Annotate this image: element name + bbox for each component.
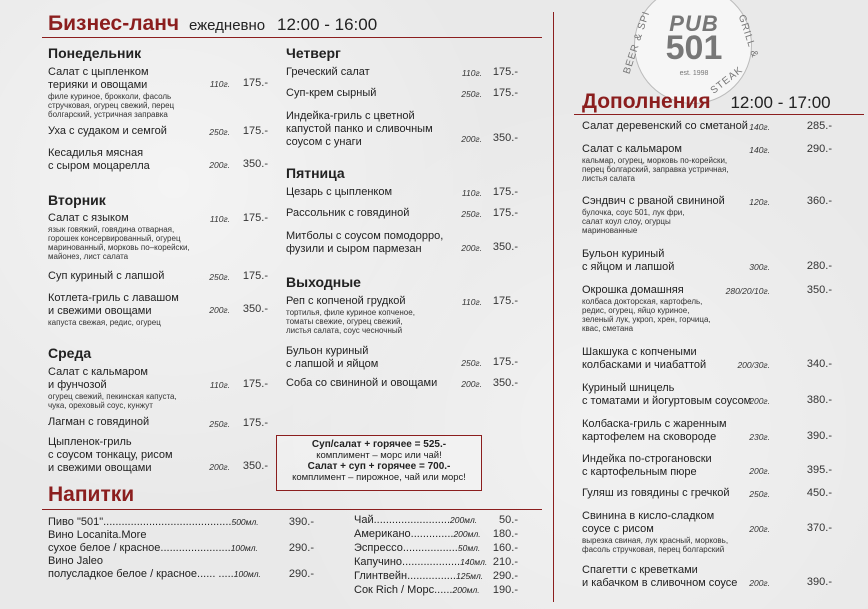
item-weight: 140г. (749, 122, 770, 132)
drink-text: Вино Jaleo (48, 555, 104, 567)
item-name: Реп с копченой грудкой (286, 295, 406, 307)
item-name: Салат с языком (48, 212, 129, 224)
wednesday-title: Среда (48, 345, 92, 361)
item-price: 285.- (806, 120, 832, 132)
item-price: 175.- (492, 87, 518, 99)
drink-price: 210.- (492, 556, 518, 568)
item-name: Сэндвич с рваной свининой (582, 195, 725, 207)
item-price: 175.- (492, 66, 518, 78)
item-price: 175.- (492, 356, 518, 368)
item-price: 175.- (242, 77, 268, 89)
item-weight: 280/20/10г. (725, 286, 770, 296)
drink-vol: 200мл. (450, 515, 478, 525)
item-price: 350.- (806, 284, 832, 296)
item-desc: филе куриное, брокколи, фасоль стручковая, огурец свежий, перец болгарский, устричная заправка (48, 92, 175, 119)
item-price: 350.- (492, 132, 518, 144)
drink-text: полусладкое белое / красное...... ..... (48, 568, 234, 580)
thursday-item-1 (286, 66, 456, 79)
item-desc: вырезка свиная, лук красный, морковь, фасоль стручковая, перец болгарский (582, 536, 729, 554)
drink-text: Вино Locanita.More (48, 529, 147, 541)
item-weight: 200г. (461, 243, 482, 253)
item-desc: капуста свежая, редис, огурец (48, 318, 161, 327)
item-weight: 110г. (461, 297, 482, 307)
item-name: Рассольник с говядиной (286, 207, 410, 219)
friday-item-2 (286, 207, 456, 220)
drink-price: 50.- (499, 514, 518, 526)
drink-price: 180.- (492, 528, 518, 540)
promo-line-3: Салат + суп + горячее = 700.- (307, 461, 451, 472)
item-weight: 200г. (461, 134, 482, 144)
item-weight: 250г. (749, 489, 770, 499)
item-name: Цезарь с цыпленком (286, 186, 393, 198)
item-name: Лагман с говядиной (48, 416, 150, 428)
item-weight: 250г. (461, 358, 482, 368)
item-weight: 200г. (461, 379, 482, 389)
item-weight: 200г. (749, 524, 770, 534)
item-price: 175.- (242, 417, 268, 429)
item-weight: 230г. (749, 432, 770, 442)
item-price: 340.- (806, 358, 832, 370)
monday-title: Понедельник (48, 45, 142, 61)
drink-text: Американо.............. (354, 528, 454, 540)
drink-price: 160.- (492, 542, 518, 554)
drink-price: 190.- (492, 584, 518, 596)
logo-ring-right: GRILL & (735, 13, 761, 60)
item-weight: 200г. (749, 466, 770, 476)
drink-vol: 100мл. (233, 569, 261, 579)
item-desc: кальмар, огурец, морковь по-корейски, перец болгарский, заправка устричная, листья салата (582, 156, 729, 183)
item-name: Соба со свининой и овощами (286, 377, 438, 389)
combo-promo-box (276, 435, 482, 491)
item-weight: 110г. (461, 188, 482, 198)
drink-right-6 (354, 584, 480, 597)
wednesday-item-1 (48, 366, 218, 410)
item-name: Цыпленок-гриль с соусом тонкацу, рисом и свежими овощами (48, 436, 173, 474)
item-price: 390.- (806, 576, 832, 588)
promo-line-1: Суп/салат + горячее = 525.- (311, 439, 447, 450)
additions-title-text: Дополнения (582, 90, 711, 113)
item-price: 350.- (492, 377, 518, 389)
tuesday-item-2 (48, 270, 218, 283)
item-weight: 120г. (749, 197, 770, 207)
thursday-item-3 (286, 110, 461, 149)
item-desc: язык говяжий, говядина отварная, горошек консервированный, огурец маринованный, морковь по–корейски, майонез, лист салата (48, 225, 190, 261)
tuesday-item-3 (48, 292, 218, 327)
item-weight: 300г. (749, 262, 770, 272)
item-name: Уха с судаком и семгой (48, 125, 167, 137)
item-name: Салат с кальмаром (582, 143, 682, 155)
drink-text: Сок Rich / Морс...... (354, 584, 453, 596)
additions-time: 12:00 - 17:00 (730, 93, 831, 112)
drink-right-4 (354, 556, 487, 569)
drink-right-5 (354, 570, 483, 583)
drink-vol: 125мл. (455, 571, 484, 581)
item-name: Шакшука с копчеными колбасками и чиабаттой (582, 346, 707, 371)
promo-line-4: комплимент – пирожное, чай или морс! (292, 472, 466, 483)
item-weight: 250г. (209, 419, 230, 429)
thursday-title: Четверг (286, 45, 341, 61)
drink-left-2 (48, 529, 146, 542)
item-weight: 140г. (749, 145, 770, 155)
item-desc: булочка, соус 501, лук фри, салат коул слоу, огурцы маринованные (582, 208, 685, 235)
item-name: Салат деревенский со сметаной (582, 120, 748, 132)
drink-text: Пиво "501".......................................... (48, 516, 232, 528)
item-name: Греческий салат (286, 66, 370, 78)
business-lunch-schedule: ежедневно (188, 17, 266, 34)
item-name: Окрошка домашняя (582, 284, 684, 296)
friday-item-1 (286, 186, 456, 199)
additions-rule (574, 114, 864, 115)
item-weight: 200/30г. (737, 360, 770, 370)
logo-ring-bottom: STEAK (708, 64, 746, 97)
item-price: 370.- (806, 522, 832, 534)
item-weight: 110г. (461, 68, 482, 78)
item-weight: 110г. (209, 380, 230, 390)
weekend-title: Выходные (286, 274, 361, 290)
weekend-item-3 (286, 377, 461, 390)
item-desc: колбаса докторская, картофель, редис, огурец, яйцо куриное, зеленый лук, укроп, хрен, горчица, квас, сметана (582, 297, 711, 333)
weekend-item-1 (286, 295, 461, 335)
item-price: 175.- (242, 125, 268, 137)
drink-vol: 140мл. (460, 557, 488, 567)
business-lunch-title (48, 12, 377, 36)
item-weight: 110г. (209, 79, 230, 89)
pub-501-logo (621, 0, 761, 104)
wednesday-item-2 (48, 416, 218, 429)
drink-vol: 200мл. (452, 585, 480, 595)
item-name: Кесадилья мясная с сыром моцарелла (48, 147, 150, 172)
item-desc: огурец свежий, пекинская капуста, чука, ореховый соус, кунжут (48, 392, 177, 410)
drink-price: 290.- (288, 542, 314, 554)
item-weight: 250г. (209, 127, 230, 137)
item-desc: тортилья, филе куриное копченое, томаты свежие, огурец свежий, листья салата, соус чесночный (286, 308, 415, 335)
monday-item-2 (48, 125, 218, 138)
item-price: 175.- (242, 378, 268, 390)
business-lunch-rule (42, 37, 542, 38)
drink-text: Эспрессо.................. (354, 542, 458, 554)
item-name: Суп-крем сырный (286, 87, 377, 99)
friday-item-3 (286, 230, 461, 256)
drink-right-3 (354, 542, 480, 555)
item-name: Гуляш из говядины с гречкой (582, 487, 730, 499)
logo-line-2: 501 (665, 29, 723, 67)
item-weight: 250г. (461, 89, 482, 99)
drink-right-1 (354, 514, 477, 527)
drink-right-2 (354, 528, 481, 541)
item-name: Спагетти с креветками и кабачком в сливочном соусе (582, 564, 738, 589)
item-price: 175.- (242, 212, 268, 224)
item-price: 380.- (806, 394, 832, 406)
item-price: 175.- (492, 295, 518, 307)
item-name: Салат с кальмаром и фунчозой (48, 366, 148, 391)
item-price: 360.- (806, 195, 832, 207)
monday-item-1 (48, 66, 218, 119)
item-price: 350.- (242, 158, 268, 170)
item-name: Индейка по-строгановски с картофельным пюре (582, 453, 712, 478)
drink-vol: 100мл. (230, 543, 258, 553)
friday-title: Пятница (286, 165, 345, 181)
item-price: 350.- (242, 303, 268, 315)
drink-price: 390.- (288, 516, 314, 528)
item-price: 175.- (242, 270, 268, 282)
item-weight: 110г. (209, 214, 230, 224)
center-divider (553, 12, 554, 602)
logo-ring-left: BEER & SPI (621, 9, 653, 76)
item-name: Колбаска-гриль с жаренным картофелем на сковороде (582, 418, 727, 443)
item-weight: 250г. (209, 272, 230, 282)
item-price: 450.- (806, 487, 832, 499)
promo-line-2: комплимент – морс или чай! (316, 450, 442, 461)
item-weight: 250г. (461, 209, 482, 219)
logo-line-1: PUB (669, 11, 719, 36)
logo-est: est. 1998 (679, 70, 709, 77)
item-name: Суп куриный с лапшой (48, 270, 165, 282)
monday-item-3 (48, 147, 218, 173)
tuesday-title: Вторник (48, 192, 106, 208)
drink-vol: 500мл. (231, 517, 259, 527)
drink-price: 290.- (492, 570, 518, 582)
item-price: 175.- (492, 186, 518, 198)
drink-vol: 200мл. (453, 529, 481, 539)
item-price: 280.- (806, 260, 832, 272)
item-weight: 200г. (209, 160, 230, 170)
item-name: Бульон куриный с яйцом и лапшой (582, 248, 675, 273)
item-price: 390.- (806, 430, 832, 442)
item-price: 290.- (806, 143, 832, 155)
item-weight: 200г. (749, 396, 770, 406)
item-name: Салат с цыпленком терияки и овощами (48, 66, 149, 91)
item-price: 350.- (492, 241, 518, 253)
weekend-item-2 (286, 345, 456, 371)
item-name: Свинина в кисло-сладком соусе с рисом (582, 510, 715, 535)
drink-text: сухое белое / красное....................... (48, 542, 231, 554)
drink-text: Глинтвейн................ (354, 570, 456, 582)
drink-left-3 (48, 542, 258, 555)
item-name: Бульон куриный с лапшой и яйцом (286, 345, 379, 370)
drink-vol: 50мл. (457, 543, 481, 553)
item-name: Митболы с соусом помодорро, фузили и сыром пармезан (286, 230, 444, 255)
item-weight: 200г. (209, 305, 230, 315)
drink-price: 290.- (288, 568, 314, 580)
drink-text: Капучино................... (354, 556, 461, 568)
drink-left-4 (48, 555, 103, 568)
item-name: Котлета-гриль с лавашом и свежими овощами (48, 292, 179, 317)
item-name: Куриный шницель с томатами и йогуртовым соусом (582, 382, 752, 407)
drink-left-1 (48, 516, 259, 529)
item-price: 350.- (242, 460, 268, 472)
thursday-item-2 (286, 87, 456, 100)
item-price: 175.- (492, 207, 518, 219)
item-weight: 200г. (749, 578, 770, 588)
business-lunch-title-text: Бизнес-ланч (48, 12, 180, 35)
item-price: 395.- (806, 464, 832, 476)
drinks-title: Напитки (48, 483, 135, 506)
drinks-rule (42, 509, 542, 510)
item-name: Индейка-гриль с цветной капустой панко и сливочным соусом с унаги (286, 110, 433, 148)
item-weight: 200г. (209, 462, 230, 472)
drink-left-5 (48, 568, 261, 581)
drink-text: Чай......................... (354, 514, 450, 526)
additions-title (582, 90, 831, 114)
business-lunch-time: 12:00 - 16:00 (277, 15, 378, 34)
